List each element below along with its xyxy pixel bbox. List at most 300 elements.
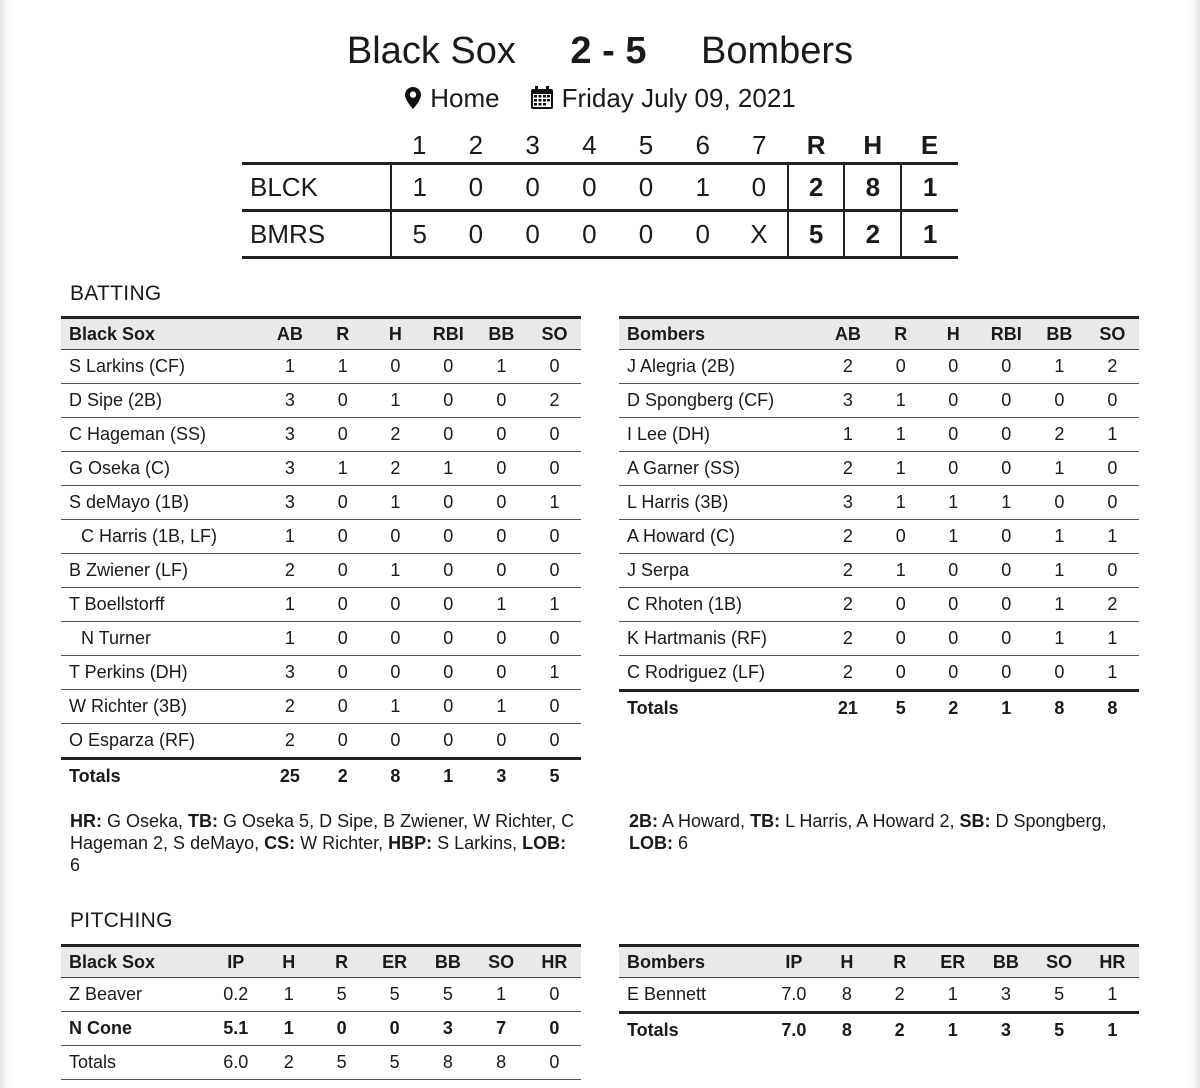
stat-value: 0 — [874, 350, 927, 384]
stat-value: 1 — [1033, 452, 1086, 486]
player-row — [61, 452, 581, 486]
player-name: K Hartmanis (RF) — [619, 622, 821, 656]
stat-value: 1 — [369, 384, 422, 418]
stat-value: 2 — [1086, 588, 1139, 622]
stat-value: 1 — [422, 452, 475, 486]
stat-value: 1 — [369, 554, 422, 588]
stat-value: 0 — [528, 978, 581, 1012]
team-header: Bombers — [619, 318, 821, 350]
stat-value: 1 — [316, 452, 369, 486]
stat-value: 8 — [820, 978, 873, 1013]
inning-score: 1 — [391, 164, 448, 211]
stat-value: 2 — [369, 452, 422, 486]
errors-header: E — [901, 128, 958, 164]
game-meta — [0, 80, 1200, 116]
stat-value: 0 — [874, 588, 927, 622]
stat-value: 0 — [980, 350, 1033, 384]
pitching-table-away — [61, 944, 581, 1080]
note-label: CS: — [264, 833, 296, 853]
totals-row — [61, 759, 581, 794]
stat-value: 0 — [316, 690, 369, 724]
inning-header: 1 — [391, 128, 448, 164]
date-text: Friday July 09, 2021 — [561, 83, 796, 113]
stat-value: 1 — [1086, 418, 1139, 452]
stat-value: 5.1 — [209, 1012, 262, 1046]
stat-header: AB — [821, 318, 874, 350]
location-text: Home — [430, 83, 500, 113]
player-name: D Sipe (2B) — [61, 384, 263, 418]
stat-value: 1 — [262, 978, 315, 1012]
stat-value: 0 — [369, 724, 422, 759]
stat-value: 1 — [369, 690, 422, 724]
note-text: G Oseka 5, D Sipe, B Zwiener, W Richter, C Hageman 2, S deMayo, — [70, 811, 575, 853]
player-row — [61, 588, 581, 622]
stat-header: R — [316, 318, 369, 350]
player-row — [619, 554, 1139, 588]
player-name: S deMayo (1B) — [61, 486, 263, 520]
stat-value: 0 — [927, 418, 980, 452]
stat-value: 3 — [263, 384, 316, 418]
stat-value: 2 — [821, 656, 874, 691]
stat-value: 1 — [316, 350, 369, 384]
stat-value: 1 — [1086, 978, 1139, 1013]
stat-header: BB — [421, 946, 474, 978]
stat-value: 8 — [421, 1046, 474, 1080]
player-name: S Larkins (CF) — [61, 350, 263, 384]
map-pin-icon — [404, 86, 422, 110]
stats-header-row — [61, 946, 581, 978]
stat-header: R — [873, 946, 926, 978]
player-row — [61, 724, 581, 759]
stat-value: 0 — [874, 622, 927, 656]
stat-value: 2 — [263, 724, 316, 759]
hits-header: H — [844, 128, 901, 164]
linescore-row-away — [242, 164, 958, 211]
stat-value: 7.0 — [767, 978, 820, 1013]
player-row — [619, 418, 1139, 452]
totals-label: Totals — [619, 1013, 767, 1048]
note-text: 6 — [70, 855, 81, 875]
stat-value: 0 — [475, 520, 528, 554]
inning-score: 0 — [504, 164, 561, 211]
player-name: N Turner — [61, 622, 263, 656]
inning-header: 3 — [504, 128, 561, 164]
totals-value: 8 — [1033, 691, 1086, 726]
stat-value: 1 — [475, 588, 528, 622]
stat-value: 2 — [1033, 418, 1086, 452]
stat-value: 2 — [528, 384, 581, 418]
stat-value: 3 — [821, 384, 874, 418]
stat-value: 0 — [980, 418, 1033, 452]
frame-edge-left — [0, 0, 10, 1088]
player-name: A Garner (SS) — [619, 452, 821, 486]
total-runs: 5 — [788, 211, 845, 258]
stat-value: 0 — [369, 588, 422, 622]
stat-value: 0 — [980, 554, 1033, 588]
linescore-header-row — [242, 128, 958, 164]
stat-value: 1 — [1033, 350, 1086, 384]
total-errors: 1 — [901, 164, 958, 211]
stat-value: 0 — [1033, 486, 1086, 520]
stat-header: RBI — [980, 318, 1033, 350]
totals-value: 3 — [475, 759, 528, 794]
stat-value: 3 — [821, 486, 874, 520]
stat-value: 0 — [528, 554, 581, 588]
stat-value: 5 — [368, 978, 421, 1012]
player-row — [61, 1012, 581, 1046]
player-row — [61, 554, 581, 588]
stat-value: 1 — [528, 486, 581, 520]
stat-header: SO — [528, 318, 581, 350]
note-text: D Spongberg, — [990, 811, 1107, 831]
player-row — [61, 656, 581, 690]
stat-value: 1 — [980, 486, 1033, 520]
stat-value: 1 — [1033, 622, 1086, 656]
totals-value: 3 — [979, 1013, 1032, 1048]
stat-value: 0 — [528, 622, 581, 656]
stat-value: 2 — [821, 520, 874, 554]
stat-value: 0 — [927, 384, 980, 418]
stat-value: 0 — [369, 520, 422, 554]
player-row — [619, 350, 1139, 384]
stat-value: 0 — [927, 656, 980, 691]
stat-value: 1 — [1033, 588, 1086, 622]
stat-value: 0 — [980, 656, 1033, 691]
stat-value: 1 — [528, 588, 581, 622]
stat-value: 1 — [262, 1012, 315, 1046]
stat-value: 0 — [927, 588, 980, 622]
stats-header-row — [619, 318, 1139, 350]
player-row — [619, 978, 1139, 1013]
inning-score: 0 — [618, 211, 675, 258]
stat-value: 0 — [980, 622, 1033, 656]
player-row — [61, 486, 581, 520]
stat-value: 2 — [821, 588, 874, 622]
stat-value: 1 — [927, 486, 980, 520]
stat-value: 0 — [316, 656, 369, 690]
totals-value: 25 — [263, 759, 316, 794]
batting-table-home — [619, 316, 1139, 725]
stat-header: SO — [475, 946, 528, 978]
stat-value: 0 — [316, 622, 369, 656]
player-name: B Zwiener (LF) — [61, 554, 263, 588]
batting-notes-home — [629, 810, 1134, 854]
stat-value: 0 — [369, 622, 422, 656]
stat-value: 0 — [475, 384, 528, 418]
stat-value: 3 — [263, 656, 316, 690]
note-label: TB: — [750, 811, 781, 831]
stat-header: H — [369, 318, 422, 350]
stat-value: 0 — [422, 656, 475, 690]
stat-value: 1 — [475, 350, 528, 384]
stat-value: 0 — [316, 724, 369, 759]
stat-value: 1 — [1033, 554, 1086, 588]
stat-value: 0 — [316, 588, 369, 622]
stat-header: SO — [1033, 946, 1086, 978]
totals-value: 8 — [1086, 691, 1139, 726]
final-score: 2 - 5 — [570, 30, 647, 72]
stat-value: 0 — [528, 724, 581, 759]
totals-row — [619, 1013, 1139, 1048]
player-name: C Rhoten (1B) — [619, 588, 821, 622]
stat-value: 0 — [422, 418, 475, 452]
stat-value: 1 — [1086, 656, 1139, 691]
stat-value: 0 — [422, 486, 475, 520]
totals-value: 8 — [820, 1013, 873, 1048]
stat-value: 1 — [369, 486, 422, 520]
location — [404, 80, 499, 116]
inning-score: 0 — [448, 211, 505, 258]
totals-value: 8 — [369, 759, 422, 794]
stat-value: 0 — [316, 520, 369, 554]
stat-value: 0 — [927, 554, 980, 588]
inning-header: 6 — [674, 128, 731, 164]
stat-value: 5 — [1033, 978, 1086, 1013]
stat-value: 0 — [316, 384, 369, 418]
player-name: Z Beaver — [61, 978, 209, 1012]
player-name: C Harris (1B, LF) — [61, 520, 263, 554]
stat-value: 3 — [421, 1012, 474, 1046]
player-row — [619, 486, 1139, 520]
total-errors: 1 — [901, 211, 958, 258]
stat-value: 0 — [475, 554, 528, 588]
home-team-name: Bombers — [701, 30, 854, 72]
stat-value: 1 — [874, 486, 927, 520]
stat-value: 0 — [980, 520, 1033, 554]
stat-value: 0 — [874, 656, 927, 691]
stat-value: 5 — [315, 978, 368, 1012]
stat-value: 0 — [475, 486, 528, 520]
player-row — [619, 656, 1139, 691]
stat-value: 0 — [316, 418, 369, 452]
team-header: Bombers — [619, 946, 767, 978]
stat-value: 1 — [475, 690, 528, 724]
inning-score: 0 — [504, 211, 561, 258]
stat-value: 0 — [1033, 656, 1086, 691]
stat-value: 1 — [874, 384, 927, 418]
totals-value: 1 — [422, 759, 475, 794]
stat-value: 2 — [821, 622, 874, 656]
stat-value: 0 — [927, 452, 980, 486]
stat-value: 0 — [475, 622, 528, 656]
note-label: TB: — [188, 811, 219, 831]
inning-header: 2 — [448, 128, 505, 164]
inning-score: 0 — [561, 211, 618, 258]
stat-header: R — [874, 318, 927, 350]
totals-value: 21 — [821, 691, 874, 726]
stat-value: 0 — [528, 520, 581, 554]
note-label: HR: — [70, 811, 102, 831]
stat-value: 8 — [475, 1046, 528, 1080]
stat-value: 1 — [475, 978, 528, 1012]
player-name: C Rodriguez (LF) — [619, 656, 821, 691]
frame-edge-right — [1190, 0, 1200, 1088]
stat-value: 7 — [475, 1012, 528, 1046]
inning-score: 0 — [618, 164, 675, 211]
stat-value: 0 — [422, 350, 475, 384]
note-label: SB: — [959, 811, 991, 831]
stat-value: 0 — [475, 452, 528, 486]
batting-section-label: BATTING — [70, 282, 162, 305]
inning-score: 1 — [674, 164, 731, 211]
stat-header: R — [315, 946, 368, 978]
player-name: I Lee (DH) — [619, 418, 821, 452]
inning-score: 0 — [448, 164, 505, 211]
runs-header: R — [788, 128, 845, 164]
stat-value: 0 — [422, 622, 475, 656]
note-label: 2B: — [629, 811, 659, 831]
stat-value: 0 — [1086, 486, 1139, 520]
player-row — [61, 622, 581, 656]
stat-value: 0 — [369, 350, 422, 384]
stat-value: 1 — [874, 418, 927, 452]
stat-header: H — [820, 946, 873, 978]
totals-row — [619, 691, 1139, 726]
stat-value: 1 — [1086, 520, 1139, 554]
calendar-icon — [530, 86, 554, 110]
stat-value: 0 — [980, 452, 1033, 486]
player-row — [619, 588, 1139, 622]
stat-value: 0 — [528, 690, 581, 724]
stat-value: 0 — [1086, 452, 1139, 486]
stat-value: 2 — [873, 978, 926, 1013]
pitching-section-label: PITCHING — [70, 909, 173, 932]
totals-value: 1 — [1086, 1013, 1139, 1048]
inning-score: 0 — [561, 164, 618, 211]
stat-header: AB — [263, 318, 316, 350]
linescore-row-home — [242, 211, 958, 258]
player-name: J Serpa — [619, 554, 821, 588]
stat-value: 6.0 — [209, 1046, 262, 1080]
stat-value: 0 — [927, 350, 980, 384]
inning-header: 4 — [561, 128, 618, 164]
team-header: Black Sox — [61, 318, 263, 350]
linescore-team: BMRS — [242, 211, 391, 258]
linescore-table — [242, 128, 958, 259]
stat-value: 0 — [980, 384, 1033, 418]
stat-value: 5 — [315, 1046, 368, 1080]
stat-value: 0 — [316, 486, 369, 520]
note-text: 6 — [673, 833, 689, 853]
stat-value: 0 — [874, 520, 927, 554]
away-team-name: Black Sox — [346, 30, 516, 72]
stat-value: 1 — [263, 588, 316, 622]
stat-value: 0 — [980, 588, 1033, 622]
stat-value: 3 — [263, 452, 316, 486]
stat-value: 0 — [475, 656, 528, 690]
note-text: G Oseka, — [102, 811, 189, 831]
stats-header-row — [61, 318, 581, 350]
stat-value: 0 — [528, 452, 581, 486]
inning-score: 0 — [674, 211, 731, 258]
stat-value: 0 — [1086, 554, 1139, 588]
player-row — [61, 350, 581, 384]
stat-value: 0 — [315, 1012, 368, 1046]
stat-value: 1 — [927, 520, 980, 554]
stat-value: 2 — [263, 554, 316, 588]
stat-value: 1 — [926, 978, 979, 1013]
stats-header-row — [619, 946, 1139, 978]
stat-value: 0 — [422, 724, 475, 759]
player-name: T Boellstorff — [61, 588, 263, 622]
player-name: O Esparza (RF) — [61, 724, 263, 759]
player-row — [619, 622, 1139, 656]
stat-value: 2 — [262, 1046, 315, 1080]
stat-value: 0 — [528, 1046, 581, 1080]
player-row — [619, 384, 1139, 418]
stat-value: 0 — [475, 418, 528, 452]
stat-header: BB — [1033, 318, 1086, 350]
totals-value: 5 — [528, 759, 581, 794]
stat-value: 0 — [528, 350, 581, 384]
totals-value: 2 — [873, 1013, 926, 1048]
stat-header: H — [262, 946, 315, 978]
inning-score: 0 — [731, 164, 788, 211]
stat-value: 0 — [316, 554, 369, 588]
totals-value: 1 — [980, 691, 1033, 726]
stat-value: 1 — [263, 622, 316, 656]
total-hits: 2 — [844, 211, 901, 258]
stat-header: HR — [528, 946, 581, 978]
stat-value: 0 — [422, 588, 475, 622]
player-row — [61, 520, 581, 554]
note-text: A Howard, — [658, 811, 751, 831]
stat-value: 2 — [821, 452, 874, 486]
player-row — [619, 520, 1139, 554]
stat-value: 0 — [368, 1012, 421, 1046]
stat-value: 5 — [421, 978, 474, 1012]
total-hits: 8 — [844, 164, 901, 211]
player-name: G Oseka (C) — [61, 452, 263, 486]
player-row — [61, 690, 581, 724]
totals-value: 7.0 — [767, 1013, 820, 1048]
stat-value: 1 — [874, 554, 927, 588]
stat-value: 0.2 — [209, 978, 262, 1012]
pitching-table-home — [619, 944, 1139, 1047]
player-name: J Alegria (2B) — [619, 350, 821, 384]
stat-value: 1 — [1033, 520, 1086, 554]
stat-value: 0 — [927, 622, 980, 656]
totals-label: Totals — [619, 691, 821, 726]
stat-header: IP — [209, 946, 262, 978]
note-text: W Richter, — [295, 833, 389, 853]
stat-value: 3 — [263, 418, 316, 452]
stat-value: 1 — [1086, 622, 1139, 656]
totals-value: 2 — [316, 759, 369, 794]
note-text: S Larkins, — [432, 833, 523, 853]
stat-value: 3 — [979, 978, 1032, 1013]
player-name: W Richter (3B) — [61, 690, 263, 724]
inning-header: 5 — [618, 128, 675, 164]
stat-value: 1 — [821, 418, 874, 452]
totals-value: 5 — [1033, 1013, 1086, 1048]
stat-value: 3 — [263, 486, 316, 520]
stat-header: ER — [368, 946, 421, 978]
linescore-team: BLCK — [242, 164, 391, 211]
player-name: N Cone — [61, 1012, 209, 1046]
scoreline — [0, 26, 1200, 76]
stat-value: 0 — [422, 554, 475, 588]
stat-value: 0 — [1086, 384, 1139, 418]
stat-value: 0 — [528, 418, 581, 452]
inning-score: 5 — [391, 211, 448, 258]
totals-label: Totals — [61, 759, 263, 794]
total-runs: 2 — [788, 164, 845, 211]
stat-value: 2 — [263, 690, 316, 724]
player-row — [61, 418, 581, 452]
player-name: C Hageman (SS) — [61, 418, 263, 452]
player-row — [61, 1046, 581, 1080]
